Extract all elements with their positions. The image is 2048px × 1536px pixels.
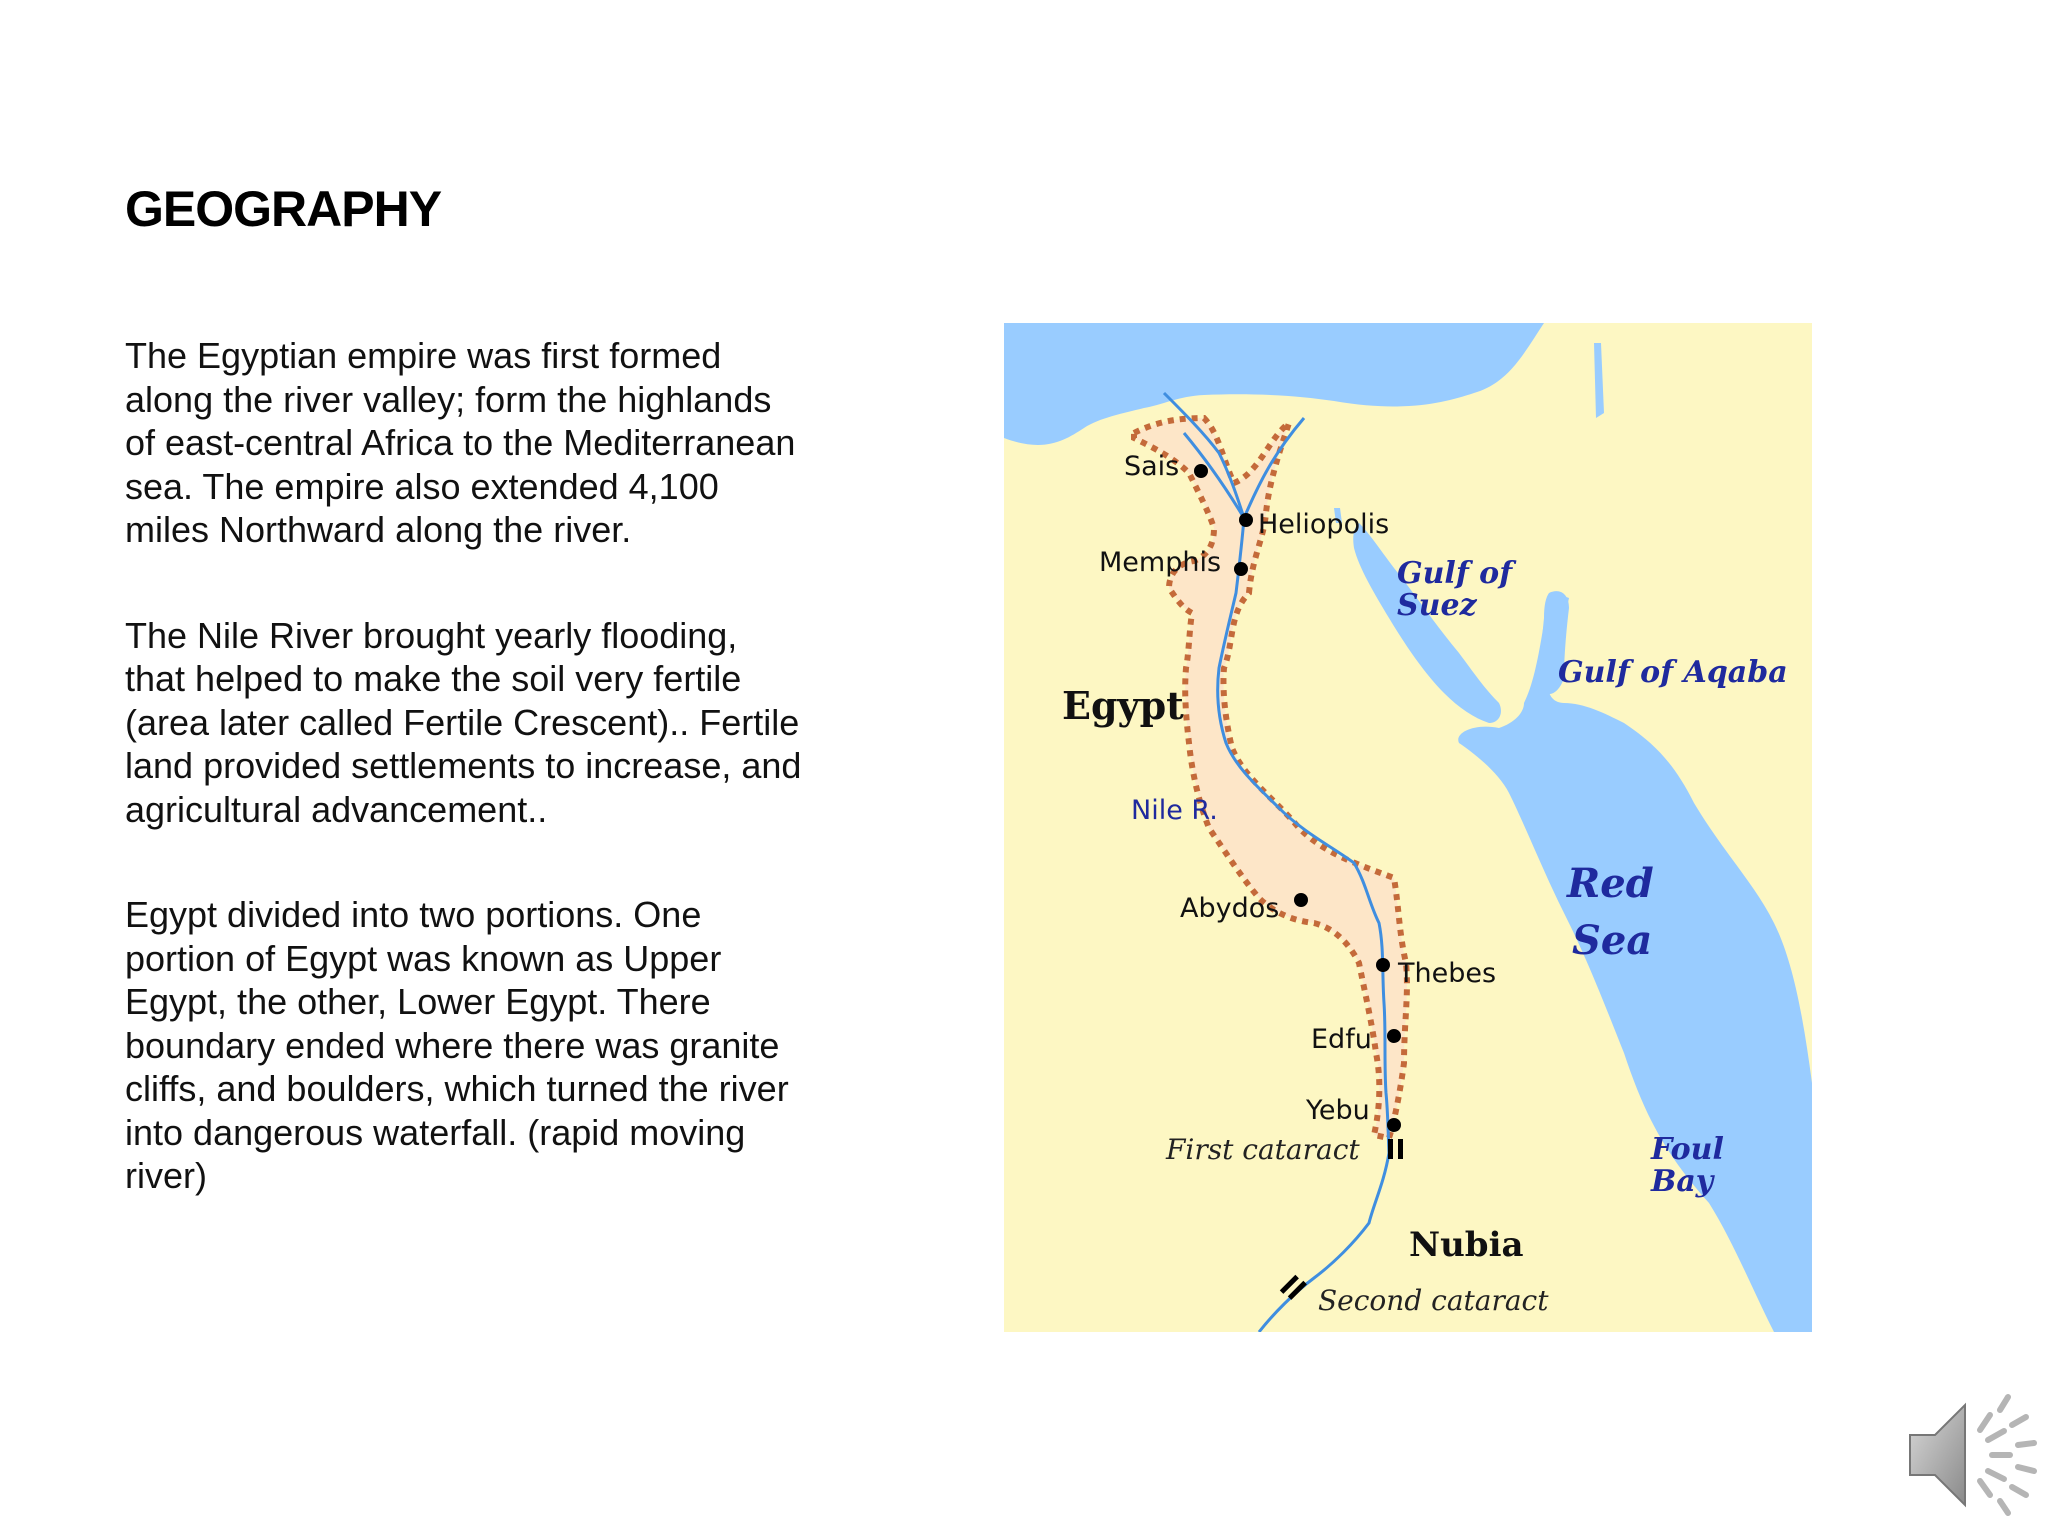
label-egypt: Egypt	[1062, 683, 1184, 728]
city-dot-sais	[1194, 464, 1208, 478]
label-second-cataract: Second cataract	[1318, 1284, 1549, 1317]
label-gulf-suez-2: Suez	[1397, 588, 1477, 623]
label-gulf-suez-1: Gulf of	[1397, 556, 1513, 591]
label-foul-bay-2: Bay	[1651, 1164, 1714, 1199]
label-red-sea-1: Red	[1567, 860, 1654, 907]
label-foul-bay-1: Foul	[1651, 1132, 1724, 1167]
label-gulf-aqaba: Gulf of Aqaba	[1558, 655, 1788, 690]
label-yebu: Yebu	[1306, 1095, 1370, 1126]
label-sais: Sais	[1124, 451, 1180, 482]
paragraph-2: The Nile River brought yearly flooding, that helped to make the soil very fertile (area later called Fertile Crescent).. Fertile land provided settlements to increase, and agricultural advancement..	[125, 614, 802, 830]
label-heliopolis: Heliopolis	[1258, 509, 1390, 540]
slide-body	[125, 334, 805, 1260]
label-thebes: Thebes	[1398, 958, 1497, 989]
city-dot-abydos	[1294, 893, 1308, 907]
label-abydos: Abydos	[1180, 893, 1280, 924]
speaker-icon[interactable]	[1900, 1385, 2048, 1525]
label-memphis: Memphis	[1099, 547, 1222, 578]
city-dot-yebu	[1387, 1118, 1401, 1132]
label-nubia: Nubia	[1409, 1225, 1524, 1265]
paragraph-3: Egypt divided into two portions. One portion of Egypt was known as Upper Egypt, the other, Lower Egypt. There boundary ended where there was granite cliffs, and boulders, which turned the river into dangerous waterfall. (rapid moving river)	[125, 894, 789, 1196]
label-first-cataract: First cataract	[1166, 1133, 1360, 1166]
city-dot-memphis	[1234, 562, 1248, 576]
city-dot-thebes	[1376, 958, 1390, 972]
city-dot-edfu	[1387, 1029, 1401, 1043]
label-red-sea-2: Sea	[1572, 917, 1653, 964]
slide-title: GEOGRAPHY	[125, 181, 442, 237]
label-edfu: Edfu	[1311, 1024, 1372, 1055]
city-dot-heliopolis	[1239, 513, 1253, 527]
label-nile: Nile R.	[1131, 795, 1218, 826]
paragraph-1: The Egyptian empire was first formed along the river valley; form the highlands of east-central Africa to the Mediterranean sea. The empire also extended 4,100 miles Northward along the river.	[125, 335, 796, 550]
egypt-map	[1004, 323, 1812, 1332]
